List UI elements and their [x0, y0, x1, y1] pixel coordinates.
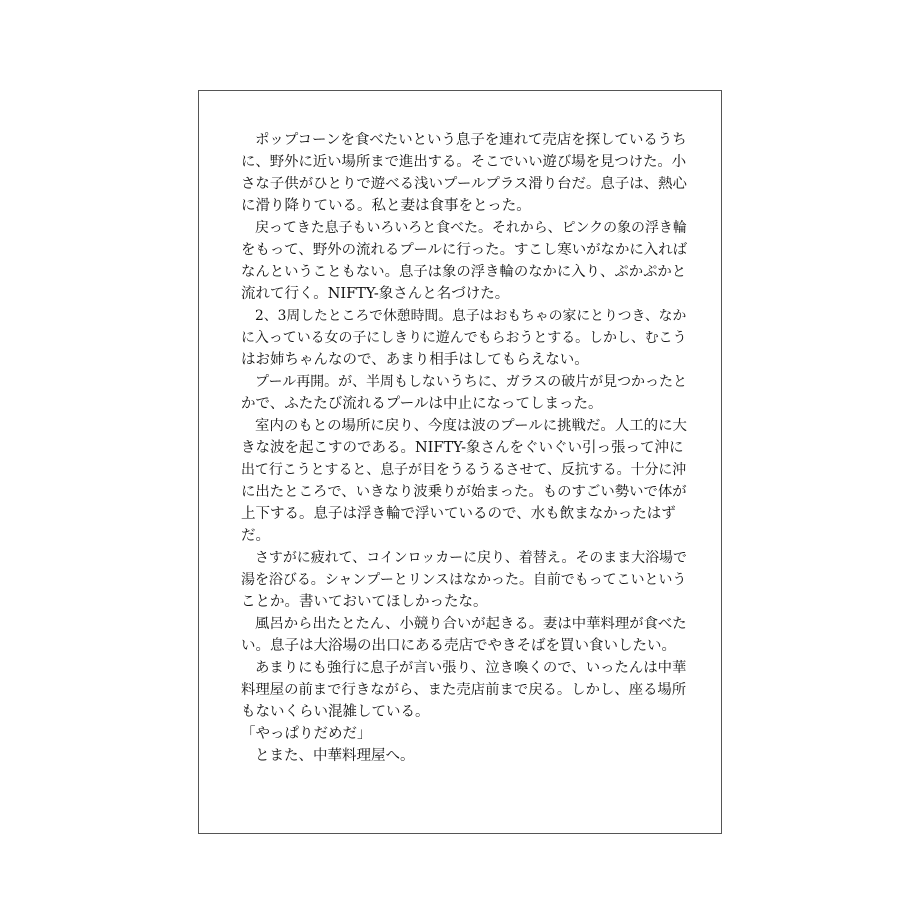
text-line: なんということもない。息子は象の浮き輪のなかに入り、ぷかぷかと [241, 264, 687, 280]
text-line: きな波を起こすのである。NIFTY-象さんをぐいぐい引っ張って沖に [241, 440, 684, 456]
text-line: い。息子は大浴場の出口にある売店でやきそばを買い食いしたい。 [241, 638, 676, 654]
text-line: あまりにも強行に息子が言い張り、泣き喚くので、いったんは中華 [255, 660, 687, 676]
text-line: 戻ってきた息子もいろいろと食べた。それから、ピンクの象の浮き輪 [255, 220, 687, 236]
text-line: ポップコーンを食べたいという息子を連れて売店を探しているうち [255, 132, 687, 148]
text-line: に、野外に近い場所まで進出する。そこでいい遊び場を見つけた。小 [241, 154, 687, 170]
document-page [198, 90, 722, 834]
text-line: プール再開。が、半周もしないうちに、ガラスの破片が見つかったと [255, 374, 687, 390]
text-line: に出たところで、いきなり波乗りが始まった。ものすごい勢いで体が [241, 484, 687, 500]
text-line: とまた、中華料理屋へ。 [255, 748, 415, 764]
text-line: さな子供がひとりで遊べる浅いプールプラス滑り台だ。息子は、熱心 [241, 176, 687, 192]
text-line: さすがに疲れて、コインロッカーに戻り、着替え。そのまま大浴場で [255, 550, 687, 566]
text-line: もないくらい混雑している。 [241, 704, 430, 720]
text-line: をもって、野外の流れるプールに行った。すこし寒いがなかに入れば [241, 242, 688, 258]
text-line: だ。 [241, 528, 270, 544]
text-line: はお姉ちゃんなので、あまり相手はしてもらえない。 [241, 352, 589, 368]
text-line: 料理屋の前まで行きながら、また売店前まで戻る。しかし、座る場所 [241, 682, 687, 698]
text-line: に入っている女の子にしきりに遊んでもらおうとする。しかし、むこう [241, 330, 687, 346]
text-line: かで、ふたたび流れるプールは中止になってしまった。 [241, 396, 603, 412]
body-text [241, 129, 687, 767]
text-line: 流れて行く。NIFTY-象さんと名づけた。 [241, 286, 510, 302]
text-line: 2、3周したところで休憩時間。息子はおもちゃの家にとりつき、なか [255, 308, 687, 324]
text-line: 風呂から出たとたん、小競り合いが起きる。妻は中華料理が食べた [255, 616, 687, 632]
text-line: に滑り降りている。私と妻は食事をとった。 [241, 198, 531, 214]
text-line: ことか。書いておいてほしかったな。 [241, 594, 488, 610]
text-line: 出て行こうとすると、息子が目をうるうるさせて、反抗する。十分に沖 [241, 462, 687, 478]
text-line: 湯を浴びる。シャンプーとリンスはなかった。自前でもってこいという [241, 572, 687, 588]
text-line: 上下する。息子は浮き輪で浮いているので、水も飲まなかったはず [241, 506, 676, 522]
text-line: 室内のもとの場所に戻り、今度は波のプールに挑戦だ。人工的に大 [255, 418, 687, 434]
text-line: 「やっぱりだめだ」 [241, 726, 372, 742]
